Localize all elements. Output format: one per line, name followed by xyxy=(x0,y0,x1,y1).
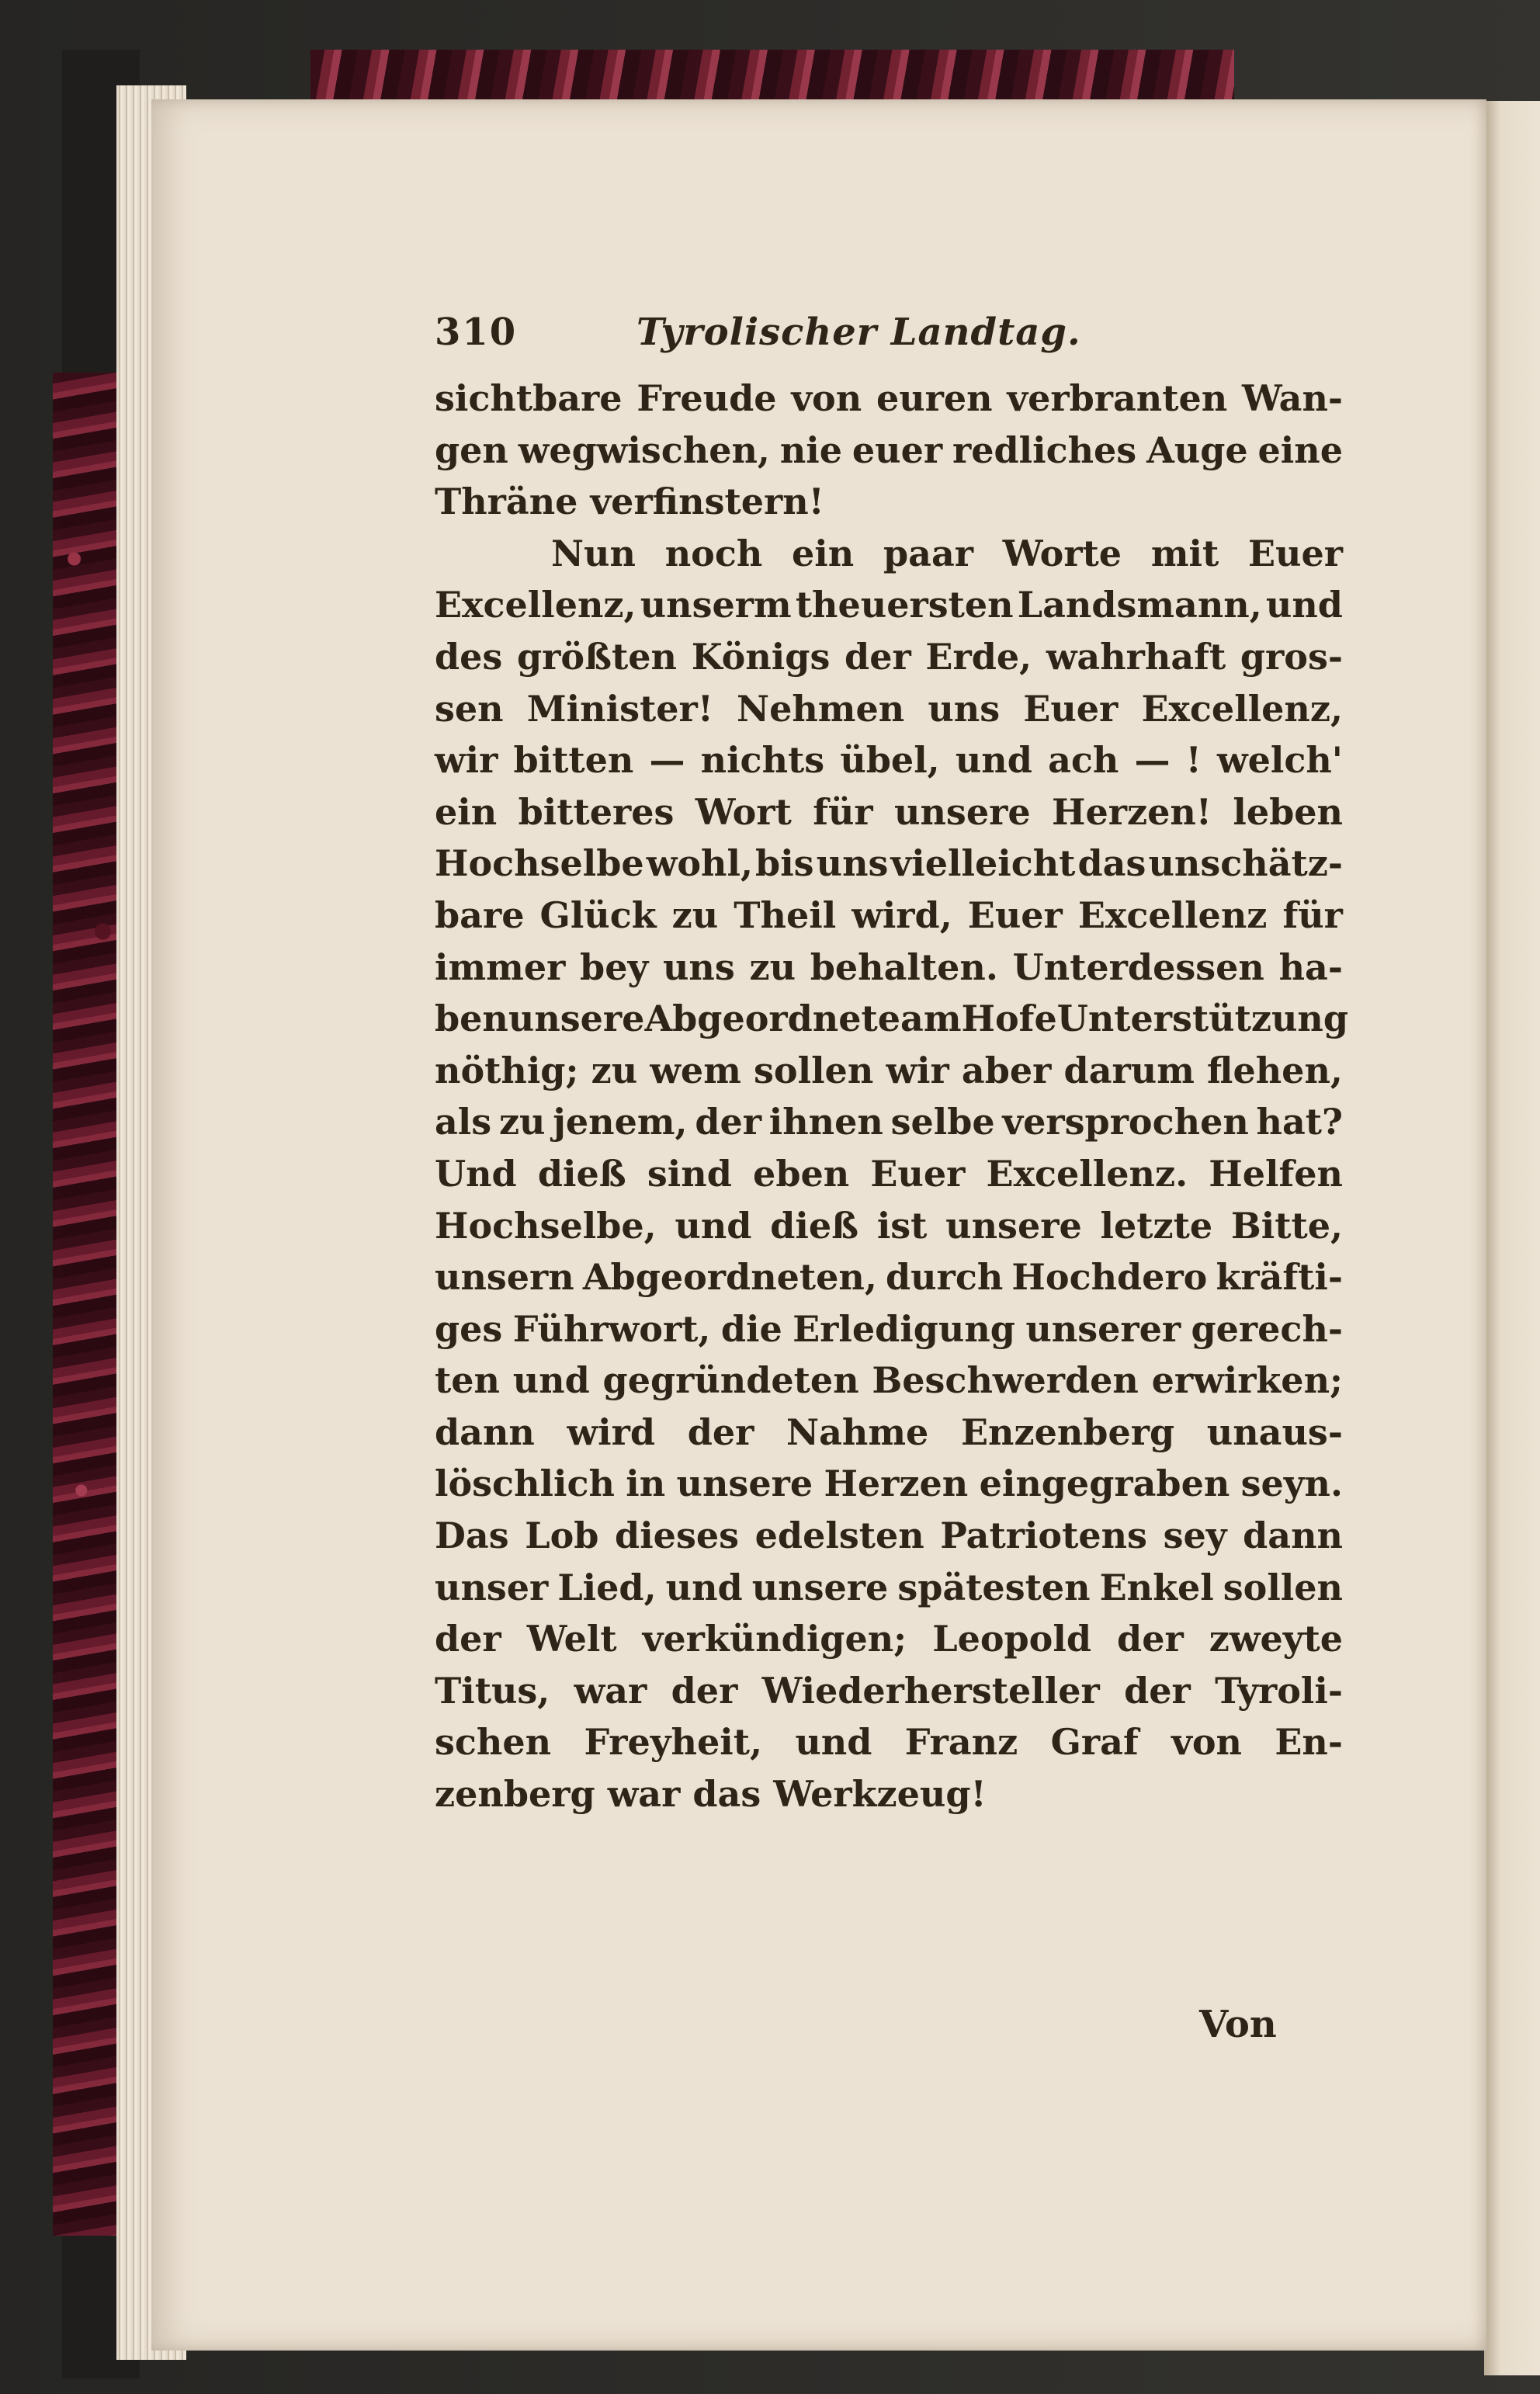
word: uns xyxy=(928,687,1001,730)
word: sollen xyxy=(1223,1566,1343,1608)
text-line xyxy=(435,734,1343,786)
word: Excellenz. xyxy=(986,1152,1188,1195)
word: letzte xyxy=(1100,1204,1213,1247)
word: der xyxy=(845,635,911,678)
text-line xyxy=(435,1355,1343,1407)
word: dieß xyxy=(537,1152,626,1195)
word: bare xyxy=(435,893,525,936)
word: zenberg xyxy=(435,1773,608,1816)
word: für xyxy=(813,790,873,833)
word: war xyxy=(607,1773,693,1816)
word: — xyxy=(1134,739,1171,782)
word: Excellenz xyxy=(1077,893,1268,936)
word: Erde, xyxy=(925,635,1032,678)
word: der xyxy=(435,1618,501,1660)
word: Freyheit, xyxy=(584,1721,762,1764)
word: Nehmen xyxy=(737,687,905,730)
text-line xyxy=(435,579,1343,631)
word: unschätz- xyxy=(1148,842,1343,885)
word: sichtbare xyxy=(435,377,623,419)
word: gen xyxy=(435,428,508,471)
word: uns xyxy=(662,945,735,988)
text-line xyxy=(435,476,1343,528)
word: zu xyxy=(749,945,796,988)
word: unsere xyxy=(894,790,1031,833)
word: vielleicht xyxy=(890,842,1076,885)
page-header xyxy=(435,303,1343,373)
word: Unterstützung xyxy=(1056,998,1349,1040)
catchword: Von xyxy=(1199,2003,1277,2046)
word: Excellenz, xyxy=(1141,687,1343,730)
word: der xyxy=(671,1669,738,1712)
word: zu xyxy=(498,1101,546,1143)
word: schen xyxy=(435,1721,552,1764)
word: Euer xyxy=(967,893,1063,936)
word: hat? xyxy=(1256,1101,1343,1143)
word: sollen xyxy=(754,1049,874,1091)
word: Hochselbe, xyxy=(435,1204,657,1247)
word: zweyte xyxy=(1209,1618,1343,1660)
word: Theil xyxy=(734,893,837,936)
text-line xyxy=(435,1407,1343,1459)
word: Bitte, xyxy=(1230,1204,1343,1247)
text-line xyxy=(435,1510,1343,1562)
word: Franz xyxy=(904,1721,1018,1764)
word: Führwort, xyxy=(512,1307,711,1350)
word: Herzen xyxy=(824,1462,969,1505)
word: noch xyxy=(664,532,763,574)
word: eben xyxy=(753,1152,850,1195)
word: darum xyxy=(1063,1049,1195,1091)
word: unsere xyxy=(676,1462,813,1505)
word: verfinstern! xyxy=(590,481,824,523)
text-line xyxy=(435,1716,1343,1768)
word: sey xyxy=(1163,1514,1227,1557)
word: bitten xyxy=(513,739,634,782)
word: die xyxy=(720,1307,782,1350)
word: wohl, xyxy=(646,842,753,885)
word: Lied, xyxy=(557,1566,657,1608)
word: das xyxy=(1077,842,1146,885)
text-line xyxy=(435,425,1343,477)
word: Graf xyxy=(1050,1721,1139,1764)
word: Abgeordnete xyxy=(644,998,901,1040)
word: der xyxy=(1117,1618,1184,1660)
word: Freude xyxy=(636,377,777,419)
text-line xyxy=(435,1613,1343,1665)
word: ten xyxy=(435,1359,500,1402)
word: behalten. xyxy=(810,945,998,988)
word: selbe xyxy=(890,1101,995,1143)
word: Unterdessen xyxy=(1012,945,1264,988)
word: ach xyxy=(1048,739,1119,782)
word: nöthig; xyxy=(435,1049,579,1091)
text-line xyxy=(435,1665,1343,1717)
word: ha- xyxy=(1278,945,1343,988)
word: Hochselbe xyxy=(435,842,644,885)
word: aber xyxy=(961,1049,1052,1091)
word: unserm xyxy=(640,584,792,626)
word: edelsten xyxy=(754,1514,924,1557)
word: ges xyxy=(435,1307,503,1350)
word: erwirken; xyxy=(1151,1359,1343,1402)
word: ! xyxy=(1185,739,1202,782)
word: bis xyxy=(755,842,814,885)
word: redliches xyxy=(952,428,1137,471)
word: verbranten xyxy=(1007,377,1228,419)
word: euren xyxy=(876,377,993,419)
word: sen xyxy=(435,687,504,730)
word: — xyxy=(649,739,685,782)
marbled-endpaper-top xyxy=(310,50,1234,104)
word: gerech- xyxy=(1191,1307,1343,1350)
word: Erledigung xyxy=(793,1307,1015,1350)
text-line xyxy=(435,838,1343,890)
page-number: 310 xyxy=(435,311,518,354)
facing-page-edge xyxy=(1484,101,1540,2375)
text-line xyxy=(435,1251,1343,1303)
text-line xyxy=(435,786,1343,838)
word: größten xyxy=(517,635,678,678)
text-line xyxy=(435,890,1343,942)
word: Leopold xyxy=(932,1618,1091,1660)
word: flehen, xyxy=(1207,1049,1343,1091)
word: bey xyxy=(580,945,649,988)
word: eine xyxy=(1257,428,1343,471)
word: Euer xyxy=(1247,532,1343,574)
word: löschlich xyxy=(435,1462,615,1505)
word: nichts xyxy=(700,739,825,782)
word: wir xyxy=(886,1049,949,1091)
word: sind xyxy=(647,1152,732,1195)
word: dieß xyxy=(770,1204,859,1247)
body-text xyxy=(435,373,1349,1820)
word: und xyxy=(955,739,1032,782)
word: wem xyxy=(650,1049,741,1091)
word: unsere xyxy=(508,998,645,1040)
word: Wort xyxy=(695,790,792,833)
word: wird, xyxy=(852,893,952,936)
word: seyn. xyxy=(1240,1462,1343,1505)
word: von xyxy=(791,377,862,419)
word: Beschwerden xyxy=(872,1359,1139,1402)
word: Wan- xyxy=(1241,377,1343,419)
word: für xyxy=(1282,893,1343,936)
word: war xyxy=(574,1669,647,1712)
word: En- xyxy=(1275,1721,1343,1764)
word: unsere xyxy=(751,1566,889,1608)
word: paar xyxy=(883,532,973,574)
word: und xyxy=(665,1566,743,1608)
word: Und xyxy=(435,1152,517,1195)
word: welch' xyxy=(1217,739,1343,782)
word: durch xyxy=(886,1256,1004,1299)
word: Enkel xyxy=(1099,1566,1214,1608)
word: Abgeordneten, xyxy=(582,1256,877,1299)
word: Euer xyxy=(870,1152,966,1195)
word: Nun xyxy=(551,532,636,574)
text-line xyxy=(435,1200,1343,1252)
text-line xyxy=(435,1562,1343,1614)
word: übel, xyxy=(840,739,940,782)
word: unser xyxy=(435,1566,549,1608)
text-line xyxy=(435,631,1343,683)
word: Königs xyxy=(691,635,831,678)
word: Enzenberg xyxy=(960,1410,1175,1453)
word: Patriotens xyxy=(940,1514,1147,1557)
word: gros- xyxy=(1240,635,1343,678)
word: wird xyxy=(567,1410,656,1453)
word: unaus- xyxy=(1206,1410,1343,1453)
marbled-endpaper-left xyxy=(53,373,124,2236)
word: gegründeten xyxy=(602,1359,859,1402)
word: von xyxy=(1171,1721,1242,1764)
word: versprochen xyxy=(1002,1101,1249,1143)
word: Minister! xyxy=(526,687,713,730)
word: Helfen xyxy=(1209,1152,1343,1195)
word: Landsmann, xyxy=(1017,584,1262,626)
word: am xyxy=(900,998,962,1040)
word: spätesten xyxy=(897,1566,1091,1608)
word: Worte xyxy=(1002,532,1122,574)
word: dann xyxy=(435,1410,535,1453)
running-title: Tyrolischer Landtag. xyxy=(636,311,1081,354)
word: Excellenz, xyxy=(435,584,636,626)
word: Euer xyxy=(1023,687,1119,730)
word: als xyxy=(435,1101,492,1143)
word: kräfti- xyxy=(1216,1256,1343,1299)
word: dieses xyxy=(615,1514,740,1557)
word: bitteres xyxy=(518,790,675,833)
word: eingegraben xyxy=(979,1462,1230,1505)
word: unsern xyxy=(435,1256,574,1299)
word: ein xyxy=(792,532,855,574)
word: unsere xyxy=(945,1204,1082,1247)
text-line xyxy=(435,993,1349,1045)
word: und xyxy=(512,1359,590,1402)
word: Welt xyxy=(526,1618,617,1660)
word: immer xyxy=(435,945,566,988)
word: Wiederhersteller xyxy=(761,1669,1100,1712)
word: Tyroli- xyxy=(1215,1669,1343,1712)
word: der xyxy=(687,1410,754,1453)
word: euer xyxy=(852,428,943,471)
word: und xyxy=(1265,584,1343,626)
text-line xyxy=(435,1148,1343,1200)
word: nie xyxy=(779,428,842,471)
word: Glück xyxy=(539,893,657,936)
word: Hofe xyxy=(961,998,1057,1040)
word: leben xyxy=(1233,790,1343,833)
text-line xyxy=(435,1045,1343,1097)
word: ist xyxy=(876,1204,928,1247)
text-line xyxy=(435,1768,1343,1820)
page-text-block xyxy=(435,303,1349,1820)
word: Das xyxy=(435,1514,509,1557)
word: Lob xyxy=(525,1514,599,1557)
text-line xyxy=(435,1096,1343,1148)
text-line xyxy=(435,1458,1343,1510)
word: Nahme xyxy=(786,1410,929,1453)
word: und xyxy=(795,1721,872,1764)
word: ein xyxy=(435,790,498,833)
word: ben xyxy=(435,998,508,1040)
word: uns xyxy=(816,842,889,885)
word: und xyxy=(675,1204,752,1247)
text-line xyxy=(435,1303,1343,1355)
word: jenem, xyxy=(553,1101,688,1143)
word: unserer xyxy=(1025,1307,1181,1350)
word: mit xyxy=(1150,532,1219,574)
word: Hochdero xyxy=(1011,1256,1208,1299)
word: Herzen! xyxy=(1051,790,1212,833)
word: wahrhaft xyxy=(1046,635,1226,678)
word: zu xyxy=(671,893,719,936)
text-line xyxy=(435,373,1343,425)
word: das xyxy=(692,1773,774,1816)
word: des xyxy=(435,635,503,678)
word: zu xyxy=(591,1049,638,1091)
word: wegwischen, xyxy=(518,428,770,471)
word: verkündigen; xyxy=(642,1618,907,1660)
word: Thräne xyxy=(435,481,591,523)
text-line xyxy=(435,528,1343,580)
text-line xyxy=(435,942,1343,994)
word: dann xyxy=(1243,1514,1343,1557)
word: der xyxy=(695,1101,761,1143)
word: der xyxy=(1124,1669,1191,1712)
word: Werkzeug! xyxy=(773,1773,987,1816)
text-line xyxy=(435,683,1343,735)
word: in xyxy=(626,1462,666,1505)
word: ihnen xyxy=(768,1101,883,1143)
word: theuersten xyxy=(795,584,1014,626)
word: wir xyxy=(435,739,498,782)
word: Auge xyxy=(1146,428,1248,471)
word: Titus, xyxy=(435,1669,550,1712)
